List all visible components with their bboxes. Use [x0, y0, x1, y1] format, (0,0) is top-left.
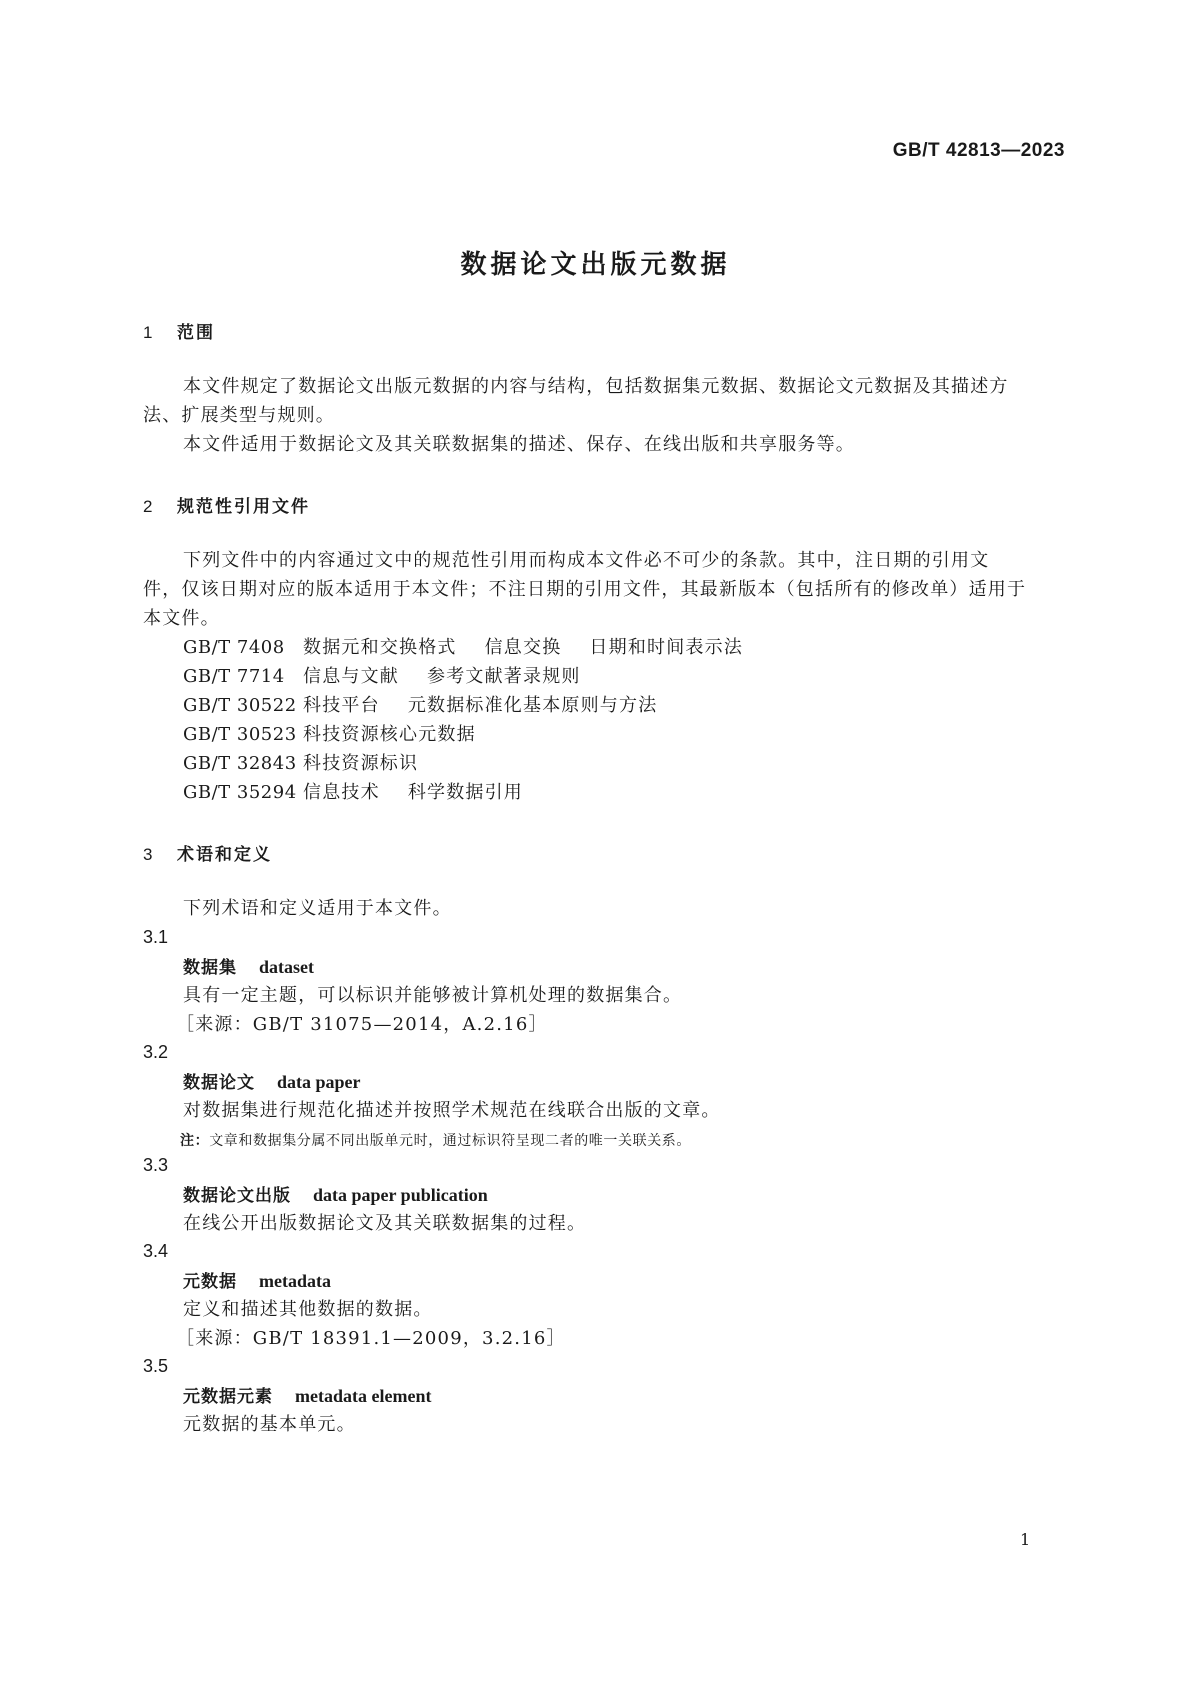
paragraph-line: 本文件规定了数据论文出版元数据的内容与结构，包括数据集元数据、数据论文元数据及其描述方 — [183, 376, 1009, 397]
reference-code: GB/T 32843 — [183, 753, 297, 774]
section-2-heading — [143, 492, 310, 517]
term-zh: 数据集 — [183, 958, 237, 978]
reference-title: 信息技术 — [303, 782, 380, 803]
section-title: 范围 — [177, 323, 215, 343]
term-zh: 元数据元素 — [183, 1387, 273, 1407]
section-number: 1 — [143, 323, 153, 342]
section-1-heading — [143, 318, 215, 343]
term-number: 3.5 — [143, 1356, 169, 1376]
term-en: data paper — [277, 1072, 361, 1092]
term-note — [180, 1130, 691, 1150]
term-number: 3.2 — [143, 1042, 169, 1062]
term-definition: 在线公开出版数据论文及其关联数据集的过程。 — [183, 1213, 587, 1234]
term-number: 3.1 — [143, 927, 169, 947]
reference-item — [183, 777, 523, 808]
term-definition: 具有一定主题，可以标识并能够被计算机处理的数据集合。 — [183, 985, 683, 1006]
paragraph-line: 件，仅该日期对应的版本适用于本文件；不注日期的引用文件，其最新版本（包括所有的修改单）适用于 — [143, 579, 1027, 600]
reference-title: 科技资源核心元数据 — [303, 724, 476, 745]
term-en: dataset — [259, 957, 314, 977]
paragraph-line: 下列文件中的内容通过文中的规范性引用而构成本文件必不可少的条款。其中，注日期的引用文 — [183, 550, 990, 571]
term-en: metadata element — [295, 1386, 432, 1406]
paragraph-line: 本文件。 — [143, 608, 220, 629]
reference-item — [183, 632, 743, 663]
section-3-heading — [143, 840, 272, 865]
paragraph-line: 下列术语和定义适用于本文件。 — [183, 898, 452, 919]
section-number: 2 — [143, 497, 153, 516]
reference-title: 科技资源标识 — [303, 753, 419, 774]
section-title: 术语和定义 — [177, 845, 272, 865]
term-definition: 对数据集进行规范化描述并按照学术规范在线联合出版的文章。 — [183, 1100, 721, 1121]
reference-item — [183, 690, 657, 721]
term-zh: 元数据 — [183, 1272, 237, 1292]
page-number: 1 — [1020, 1530, 1031, 1549]
document-title: 数据论文出版元数据 — [460, 250, 731, 280]
reference-code: GB/T 35294 — [183, 782, 297, 803]
reference-item — [183, 719, 476, 750]
paragraph-line: 法、扩展类型与规则。 — [143, 405, 335, 426]
term-en: metadata — [259, 1271, 331, 1291]
reference-code: GB/T 30523 — [183, 724, 297, 745]
term-heading — [183, 1068, 361, 1093]
section-number: 3 — [143, 845, 153, 864]
reference-code: GB/T 30522 — [183, 695, 297, 716]
term-en: data paper publication — [313, 1185, 488, 1205]
section-title: 规范性引用文件 — [177, 497, 310, 517]
term-definition: 元数据的基本单元。 — [183, 1414, 356, 1435]
note-text: 文章和数据集分属不同出版单元时，通过标识符呈现二者的唯一关联关系。 — [209, 1133, 692, 1149]
reference-item — [183, 661, 581, 692]
term-definition: 定义和描述其他数据的数据。 — [183, 1299, 433, 1320]
term-heading — [183, 1382, 431, 1407]
paragraph-line: 本文件适用于数据论文及其关联数据集的描述、保存、在线出版和共享服务等。 — [183, 434, 855, 455]
term-number: 3.3 — [143, 1155, 169, 1175]
term-heading — [183, 1181, 488, 1206]
term-zh: 数据论文出版 — [183, 1186, 291, 1206]
term-heading — [183, 953, 314, 978]
reference-code: GB/T 7408 — [183, 637, 285, 658]
reference-title: 信息与文献 — [303, 666, 399, 687]
note-label: 注： — [180, 1133, 210, 1149]
reference-title: 元数据标准化基本原则与方法 — [407, 695, 658, 716]
reference-title: 数据元和交换格式 — [303, 637, 457, 658]
reference-title: 科学数据引用 — [407, 782, 524, 803]
reference-item — [183, 748, 418, 779]
reference-title: 信息交换 — [484, 637, 562, 658]
term-source: ［来源：GB/T 18391.1—2009，3.2.16］ — [176, 1328, 566, 1349]
standard-code-header: GB/T 42813—2023 — [892, 140, 1065, 161]
term-zh: 数据论文 — [183, 1073, 255, 1093]
term-number: 3.4 — [143, 1241, 169, 1261]
reference-code: GB/T 7714 — [183, 666, 285, 687]
reference-title: 参考文献著录规则 — [427, 666, 581, 687]
term-source: ［来源：GB/T 31075—2014，A.2.16］ — [176, 1014, 548, 1035]
reference-title: 日期和时间表示法 — [589, 637, 744, 658]
reference-title: 科技平台 — [303, 695, 380, 716]
term-heading — [183, 1267, 331, 1292]
